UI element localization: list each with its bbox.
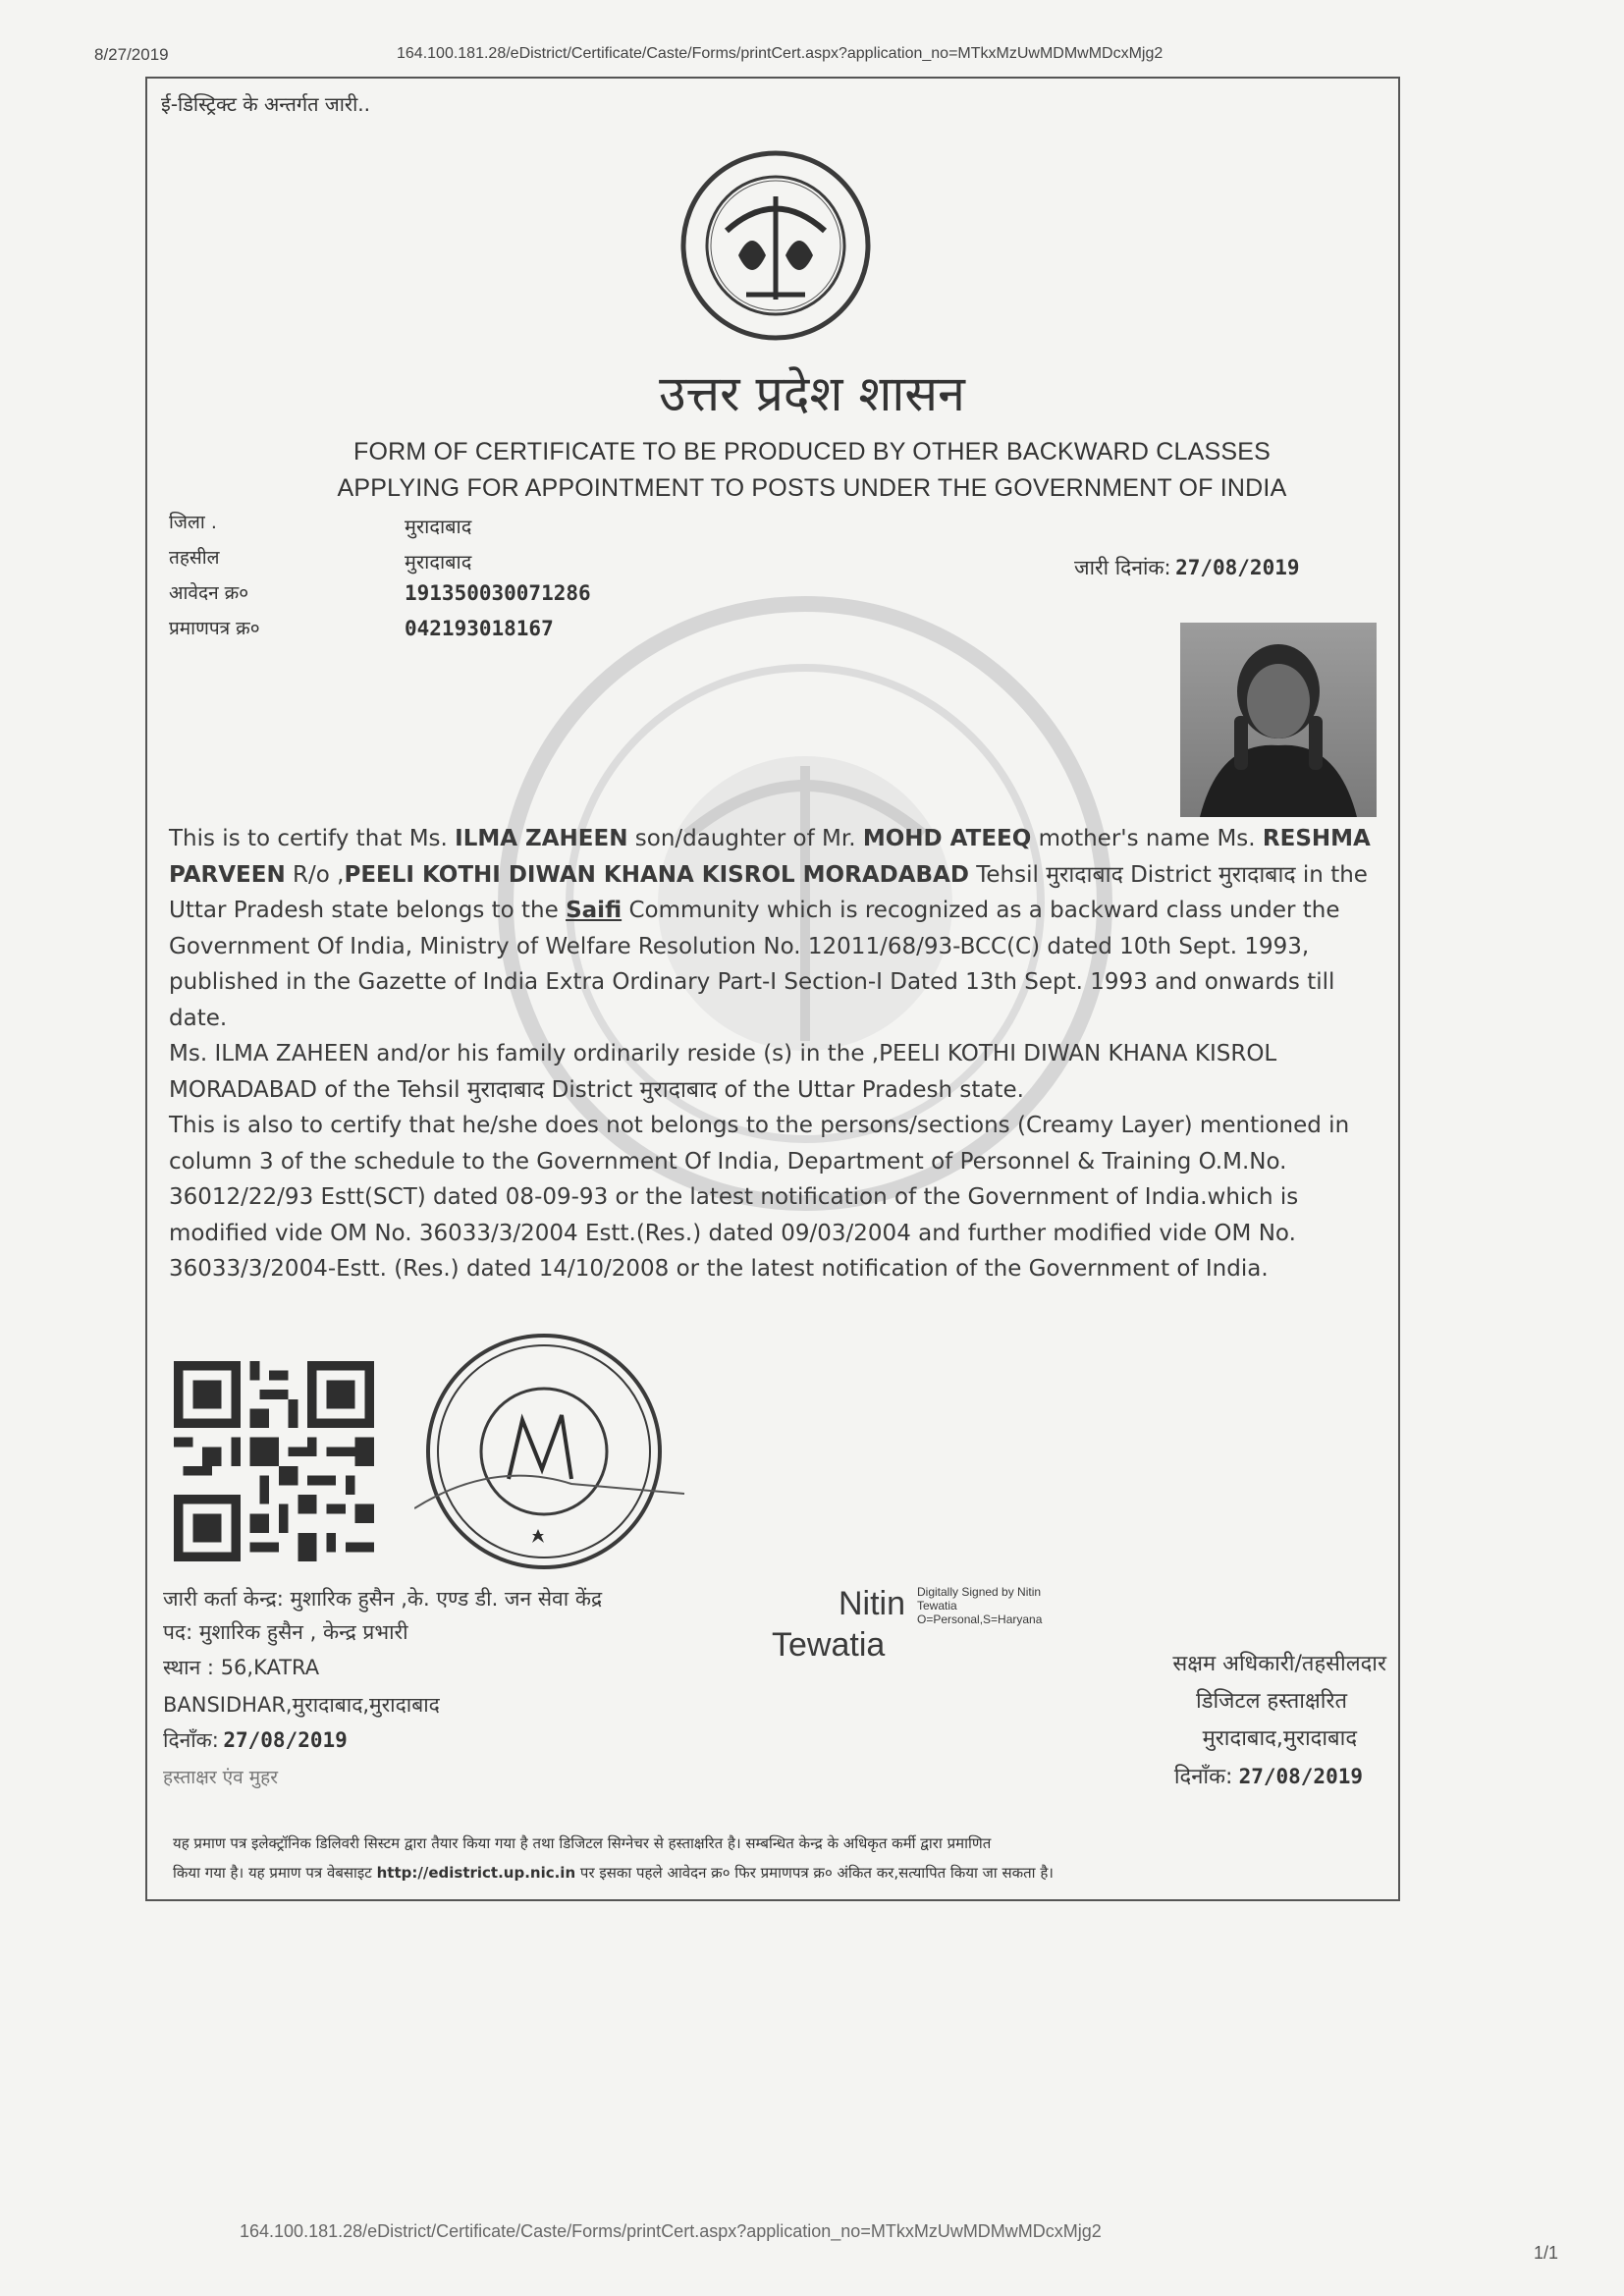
- verification-note-line2: [173, 1858, 1390, 1887]
- digital-sign-line2: Tewatia: [917, 1599, 957, 1613]
- digital-sign-line3: O=Personal,S=Haryana: [917, 1613, 1043, 1626]
- district-value: मुरादाबाद: [405, 515, 472, 538]
- authority-title: सक्षम अधिकारी/तहसीलदार: [1172, 1652, 1386, 1676]
- application-number: 191350030071286: [405, 581, 591, 605]
- authority-date: [992, 1758, 1386, 1796]
- print-footer-url: 164.100.181.28/eDistrict/Certificate/Caste/Forms/printCert.aspx?application_no=MTkxMzUwMDMwMDcxMjg2: [240, 2221, 1102, 2241]
- note-text: पर इसका पहले आवेदन क्र० फिर प्रमाणपत्र क्र० अंकित कर,सत्यापित किया जा सकता है।: [579, 1864, 1054, 1882]
- issue-date-value: 27/08/2019: [1175, 556, 1300, 579]
- application-label: आवेदन क्र०: [169, 582, 249, 604]
- digital-sign-first-name: Nitin: [839, 1585, 906, 1622]
- body-text: This is to certify that Ms.: [169, 826, 448, 851]
- body-text: son/daughter of Mr.: [634, 826, 856, 851]
- digital-sign-line1: Digitally Signed by Nitin: [917, 1585, 1042, 1599]
- applicant-photo: [1180, 623, 1377, 817]
- verification-site-link[interactable]: http://edistrict.up.nic.in: [376, 1864, 576, 1882]
- issuer-place-line2: BANSIDHAR,मुरादाबाद,मुरादाबाद: [163, 1693, 440, 1717]
- community-name: Saifi: [566, 898, 623, 923]
- certificate-number: 042193018167: [405, 617, 554, 640]
- authority-signed: डिजिटल हस्ताक्षरित: [1196, 1689, 1347, 1714]
- residence-paragraph: Ms. ILMA ZAHEEN and/or his family ordinarily reside (s) in the ,PEELI KOTHI DIWAN KHANA KISROL MORADABAD of the Tehsil मुरादाबाद District मुरादाबाद of the Uttar Pradesh state.: [169, 1041, 1277, 1103]
- creamy-layer-paragraph: This is also to certify that he/she does not belongs to the persons/sections (Creamy Layer) mentioned in column 3 of the schedule to the Government Of India, Department of Personnel & Training O.M.No. 36012/22/93 Estt(SCT) dated 08-09-93 or the latest notification of the Government of India.which is modified vide OM No. 36033/3/2004 Estt.(Res.) dated 09/03/2004 and further modified vide OM No. 36033/3/2004-Estt. (Res.) dated 14/10/2008 or the latest notification of the Government of India.: [169, 1113, 1350, 1282]
- certify-paragraph: [169, 821, 1386, 1036]
- print-page-number: 1/1: [1534, 2243, 1559, 2263]
- form-title-line2: APPLYING FOR APPOINTMENT TO POSTS UNDER THE GOVERNMENT OF INDIA: [337, 474, 1287, 502]
- government-title: उत्तर प्रदेश शासन: [659, 365, 965, 422]
- issuer-post: पद: मुशारिक हुसैन , केन्द्र प्रभारी: [163, 1620, 408, 1644]
- authority-date-label: दिनाँक:: [1173, 1765, 1233, 1789]
- issuer-place-line1: स्थान : 56,KATRA: [163, 1656, 320, 1679]
- note-text: किया गया है। यह प्रमाण पत्र वेबसाइट: [173, 1864, 372, 1882]
- authority-date-value: 27/08/2019: [1238, 1765, 1363, 1788]
- body-text: R/o ,: [293, 861, 345, 888]
- digital-sign-last-name: Tewatia: [772, 1626, 886, 1664]
- certificate-body: [169, 821, 1386, 1287]
- print-url: 164.100.181.28/eDistrict/Certificate/Caste/Forms/printCert.aspx?application_no=MTkxMzUwMDMwMDcxMjg2: [397, 45, 1164, 62]
- print-date: 8/27/2019: [94, 45, 169, 64]
- applicant-name: ILMA ZAHEEN: [455, 826, 628, 851]
- body-text: Community which is recognized as a backward class under the Government Of India, Ministry of Welfare Resolution No. 12011/68/93-BCC(C) dated 10th Sept. 1993, published in the Gazette of India Extra Ordinary Part-I Section-I Dated 13th Sept. 1993 and onwards till date.: [169, 898, 1340, 1031]
- signature-seal-label: हस्ताक्षर एंव मुहर: [163, 1767, 278, 1788]
- body-text: mother's name Ms.: [1038, 826, 1256, 851]
- verification-note: [173, 1829, 1390, 1887]
- official-round-stamp-icon: [414, 1322, 689, 1577]
- tehsil-label: तहसील: [169, 547, 220, 569]
- tehsil-value: मुरादाबाद: [405, 550, 472, 574]
- authority-place: मुरादाबाद,मुरादाबाद: [1202, 1726, 1357, 1751]
- father-name: MOHD ATEEQ: [862, 826, 1032, 851]
- issuing-centre: जारी कर्ता केन्द्र: मुशारिक हुसैन ,के. एण्ड डी. जन सेवा केंद्र: [163, 1587, 603, 1611]
- certificate-label: प्रमाणपत्र क्र०: [169, 618, 260, 639]
- residence-address: PEELI KOTHI DIWAN KHANA KISROL MORADABAD: [344, 861, 969, 888]
- digital-signature-info: [917, 1585, 1042, 1626]
- issued-under-note: ई-डिस्ट्रिक्ट के अन्तर्गत जारी..: [161, 92, 370, 116]
- mother-name: RESHMA PARVEEN: [169, 826, 1371, 888]
- verification-note-line1: यह प्रमाण पत्र इलेक्ट्रॉनिक डिलिवरी सिस्टम द्वारा तैयार किया गया है तथा डिजिटल सिग्नेचर से हस्ताक्षरित है। सम्बन्धित केन्द्र के अधिकृत कर्मी द्वारा प्रमाणित: [173, 1834, 992, 1852]
- up-government-emblem-icon: [677, 147, 874, 344]
- district-label: जिला .: [169, 512, 217, 533]
- issuer-date-value: 27/08/2019: [223, 1728, 348, 1752]
- body-text: Tehsil मुरादाबाद District मुरादाबाद in the Uttar Pradesh state belongs to the: [169, 861, 1368, 923]
- qr-code-icon: [169, 1361, 379, 1561]
- form-title-line1: FORM OF CERTIFICATE TO BE PRODUCED BY OTHER BACKWARD CLASSES: [353, 438, 1271, 465]
- authority-block: [992, 1646, 1386, 1796]
- issue-date: [1074, 554, 1300, 581]
- issuer-date: [163, 1726, 348, 1754]
- issuer-date-label: दिनाँक:: [163, 1728, 219, 1752]
- issue-date-label: जारी दिनांक:: [1074, 556, 1171, 579]
